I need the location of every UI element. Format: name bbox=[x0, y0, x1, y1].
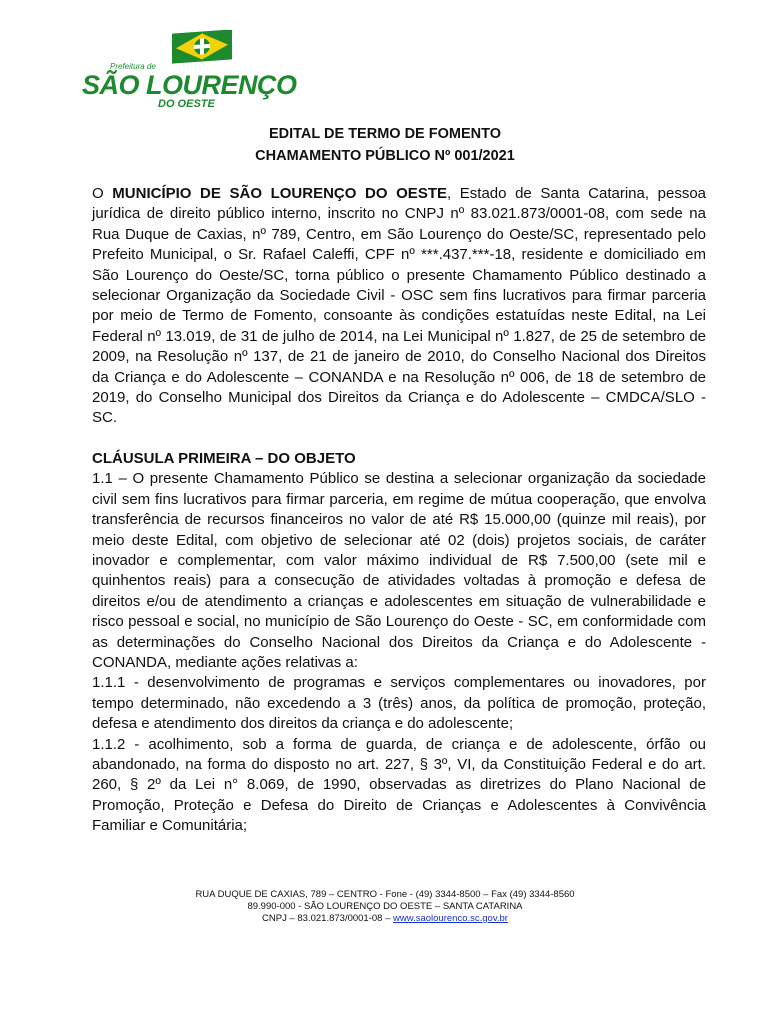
municipality-name: MUNICÍPIO DE SÃO LOURENÇO DO OESTE bbox=[112, 185, 447, 202]
intro-text: , Estado de Santa Catarina, pessoa jurídica de direito público interno, inscrito no CNPJ nº 83.021.873/0001-08, com sede na Rua Duque de Caxias, nº 789, Centro, em São Lourenço do Oeste/SC, representado pelo Prefeito Municipal, o Sr. Rafael Caleffi, CPF nº ***.437.***-18, residente e domiciliado em São Lourenço do Oeste/SC, torna público o presente Chamamento Público destinado a selecionar Organização da Sociedade Civil - OSC sem fins lucrativos para firmar parceria por meio de Termo de Fomento, consoante às condições estatuídas neste Edital, na Lei Federal nº 13.019, de 31 de julho de 2014, na Lei Municipal nº 1.827, de 25 de setembro de 2009, na Resolução nº 137, de 21 de janeiro de 2010, do Conselho Nacional dos Direitos da Criança e do Adolescente – CONANDA e na Resolução nº 006, de 18 de setembro de 2019, do Conselho Municipal dos Direitos da Criança e do Adolescente – CMDCA/SLO - SC. bbox=[92, 185, 707, 427]
footer-city: 89.990-000 - SÃO LOURENÇO DO OESTE – SANTA CATARINA bbox=[247, 901, 523, 912]
document-title: EDITAL DE TERMO DE FOMENTO bbox=[268, 126, 501, 142]
footer-address: RUA DUQUE DE CAXIAS, 789 – CENTRO - Fone - (49) 3344-8500 – Fax (49) 3344-8560 bbox=[195, 889, 575, 900]
intro-paragraph bbox=[92, 184, 706, 429]
footer-cnpj-line bbox=[0, 913, 770, 925]
logo-prefix-text: Prefeitura de bbox=[110, 62, 156, 71]
page-footer bbox=[0, 889, 770, 925]
clause-1-1: 1.1 – O presente Chamamento Público se destina a selecionar organização da sociedade civil sem fins lucrativos para firmar parceria, em regime de mútua cooperação, que envolva transferência de recursos financeiros no valor de até R$ 15.000,00 (quinze mil reais), por meio deste Edital, com objetivo de selecionar até 02 (dois) projetos sociais, de caráter inovador e complementar, com valor máximo individual de R$ 7.500,00 (sete mil e quinhentos reais) para a consecução de atividades voltadas à promoção e defesa de direitos e/ou de atendimento a crianças e adolescentes em situação de vulnerabilidade e risco pessoal e social, no município de São Lourenço do Oeste - SC, em conformidade com as determinações do Conselho Nacional dos Direitos da Criança e do Adolescente - CONANDA, mediante ações relativas a: bbox=[92, 470, 706, 671]
logo-city-name: SÃO LOURENÇO bbox=[82, 70, 297, 100]
document-subtitle: CHAMAMENTO PÚBLICO Nº 001/2021 bbox=[255, 148, 515, 164]
website-link[interactable]: www.saolourenco.sc.gov.br bbox=[393, 913, 508, 924]
clause-1-1-2: 1.1.2 - acolhimento, sob a forma de guarda, de criança e de adolescente, órfão ou abandonado, na forma do disposto no art. 227, § 3º, VI, da Constituição Federal e do art. 260, § 2º da Lei n° 8.069, de 1990, observadas as diretrizes do Plano Nacional de Promoção, Proteção e Defesa do Direito de Crianças e Adolescentes à Convivência Familiar e Comunitária; bbox=[92, 735, 706, 835]
clause-heading: CLÁUSULA PRIMEIRA – DO OBJETO bbox=[92, 449, 356, 467]
intro-lead: O bbox=[92, 185, 113, 202]
municipal-logo bbox=[80, 30, 297, 112]
document-body bbox=[92, 184, 706, 837]
logo-subtitle: DO OESTE bbox=[158, 98, 215, 110]
footer-cnpj: CNPJ – 83.021.873/0001-08 – bbox=[262, 913, 394, 924]
clause-1-1-1: 1.1.1 - desenvolvimento de programas e serviços complementares ou inovadores, por tempo determinado, não excedendo a 3 (três) anos, da política de promoção, proteção, defesa e atendimento dos direitos da criança e do adolescente; bbox=[92, 674, 706, 733]
